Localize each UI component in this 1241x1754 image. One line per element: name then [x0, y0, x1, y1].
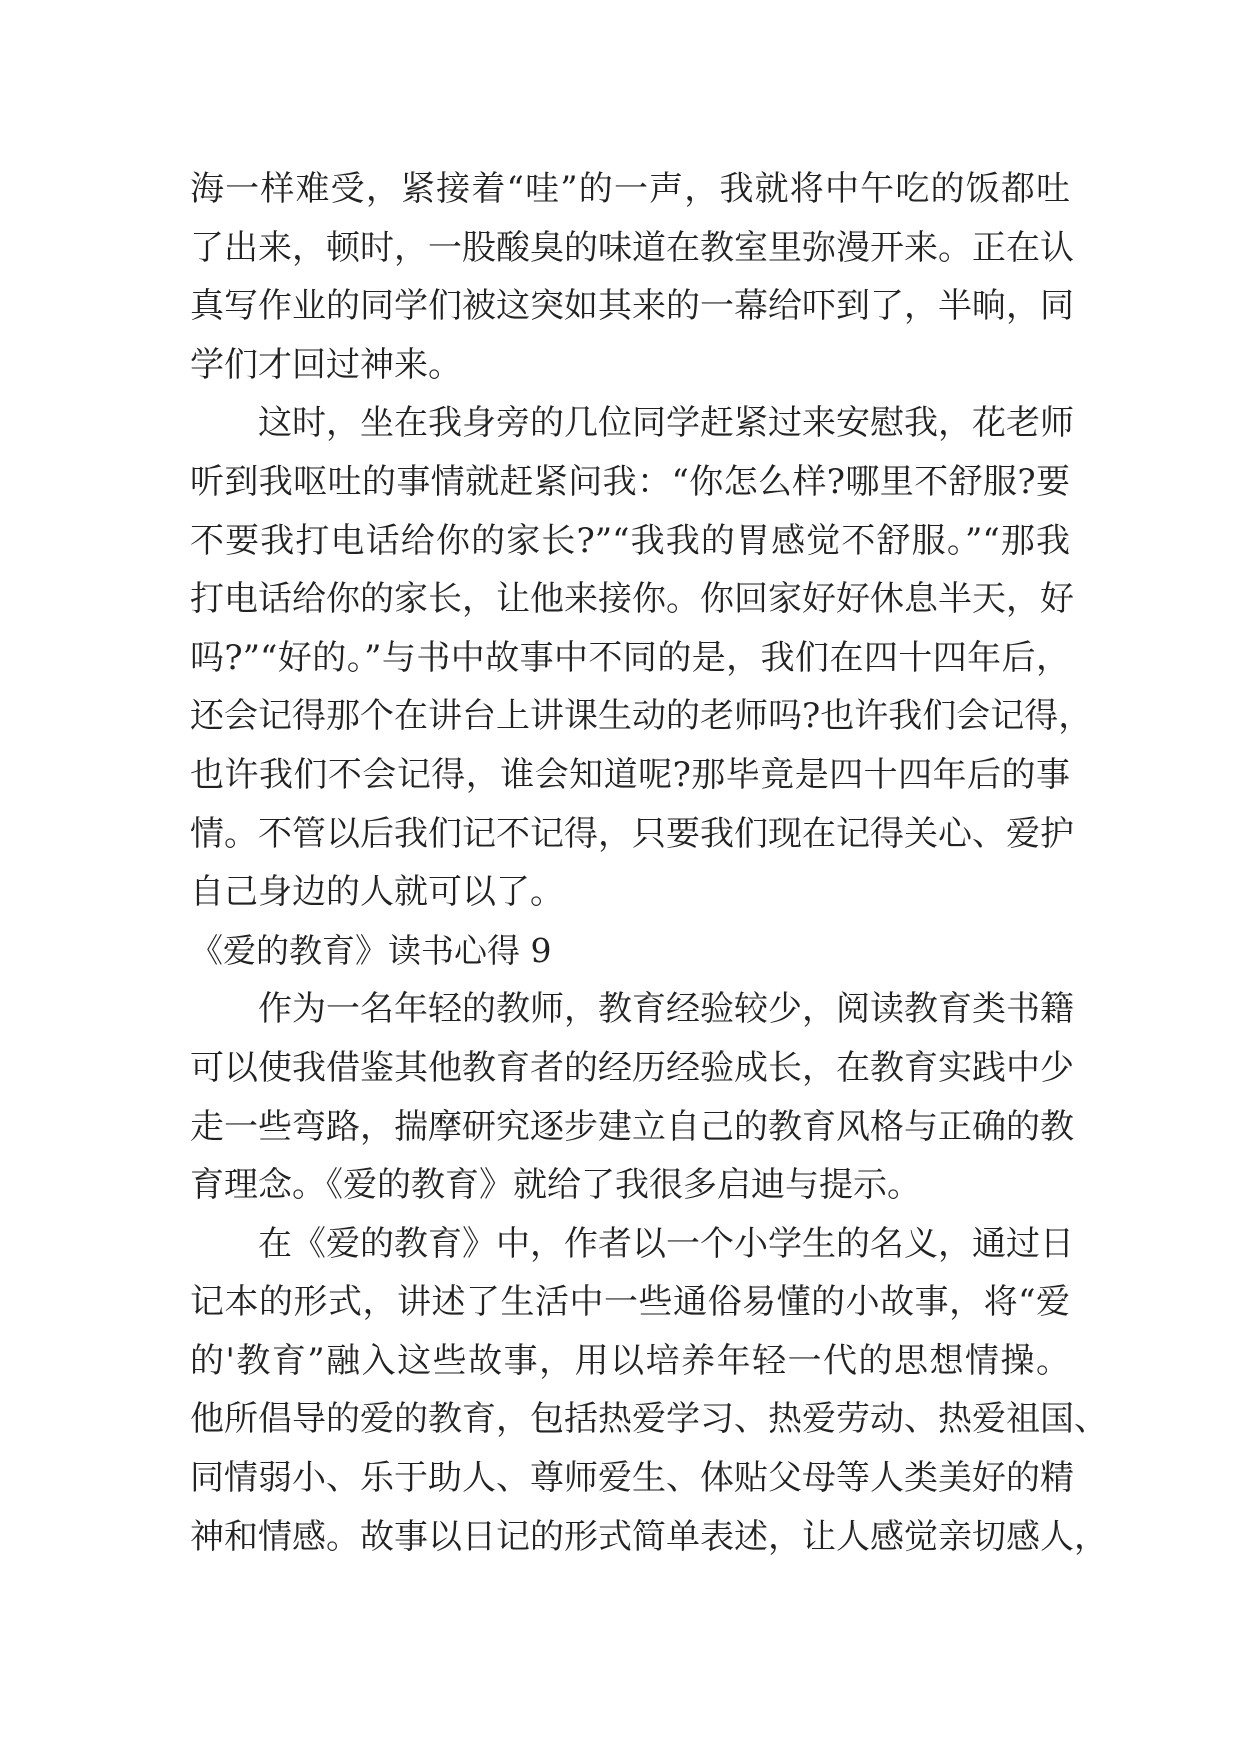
text-line: 也许我们不会记得，谁会知道呢?那毕竟是四十四年后的事 — [190, 754, 1070, 795]
text-line: 不要我打电话给你的家长?”“我我的胃感觉不舒服。”“那我 — [190, 520, 1070, 561]
document-body — [190, 160, 1108, 1566]
text-line: 听到我呕吐的事情就赶紧问我：“你怎么样?哪里不舒服?要 — [190, 461, 1070, 502]
text-line: 吗?”“好的。”与书中故事中不同的是，我们在四十四年后， — [190, 637, 1070, 678]
text-line: 神和情感。故事以日记的形式简单表述，让人感觉亲切感人， — [190, 1516, 1108, 1557]
section-heading: 《爱的教育》读书心得 9 — [190, 930, 552, 970]
text-line: 他所倡导的爱的教育，包括热爱学习、热爱劳动、热爱祖国、 — [190, 1399, 1108, 1440]
text-line: 的'教育”融入这些故事，用以培养年轻一代的思想情操。 — [190, 1340, 1070, 1381]
text-line: 打电话给你的家长，让他来接你。你回家好好休息半天，好 — [190, 579, 1074, 620]
text-line: 海一样难受，紧接着“哇”的一声，我就将中午吃的饭都吐 — [190, 169, 1070, 209]
text-line: 学们才回过神来。 — [190, 344, 462, 385]
text-line: 了出来，顿时，一股酸臭的味道在教室里弥漫开来。正在认 — [190, 227, 1074, 268]
text-line: 走一些弯路，揣摩研究逐步建立自己的教育风格与正确的教 — [190, 1106, 1074, 1147]
text-line: 可以使我借鉴其他教育者的经历经验成长，在教育实践中少 — [190, 1047, 1074, 1088]
text-line: 同情弱小、乐于助人、尊师爱生、体贴父母等人类美好的精 — [190, 1458, 1074, 1499]
paragraph-first-line: 在《爱的教育》中，作者以一个小学生的名义，通过日 — [258, 1223, 1074, 1264]
paragraph-first-line: 作为一名年轻的教师，教育经验较少，阅读教育类书籍 — [258, 989, 1074, 1030]
text-line: 记本的形式，讲述了生活中一些通俗易懂的小故事，将“爱 — [190, 1282, 1070, 1323]
text-line: 真写作业的同学们被这突如其来的一幕给吓到了，半晌，同 — [190, 286, 1074, 327]
paragraph-first-line: 这时，坐在我身旁的几位同学赶紧过来安慰我，花老师 — [258, 403, 1074, 444]
text-line: 还会记得那个在讲台上讲课生动的老师吗?也许我们会记得， — [190, 696, 1093, 737]
text-line: 育理念。《爱的教育》就给了我很多启迪与提示。 — [190, 1165, 921, 1206]
text-line: 自己身边的人就可以了。 — [190, 872, 564, 913]
text-line: 情。不管以后我们记不记得，只要我们现在记得关心、爱护 — [190, 813, 1074, 854]
